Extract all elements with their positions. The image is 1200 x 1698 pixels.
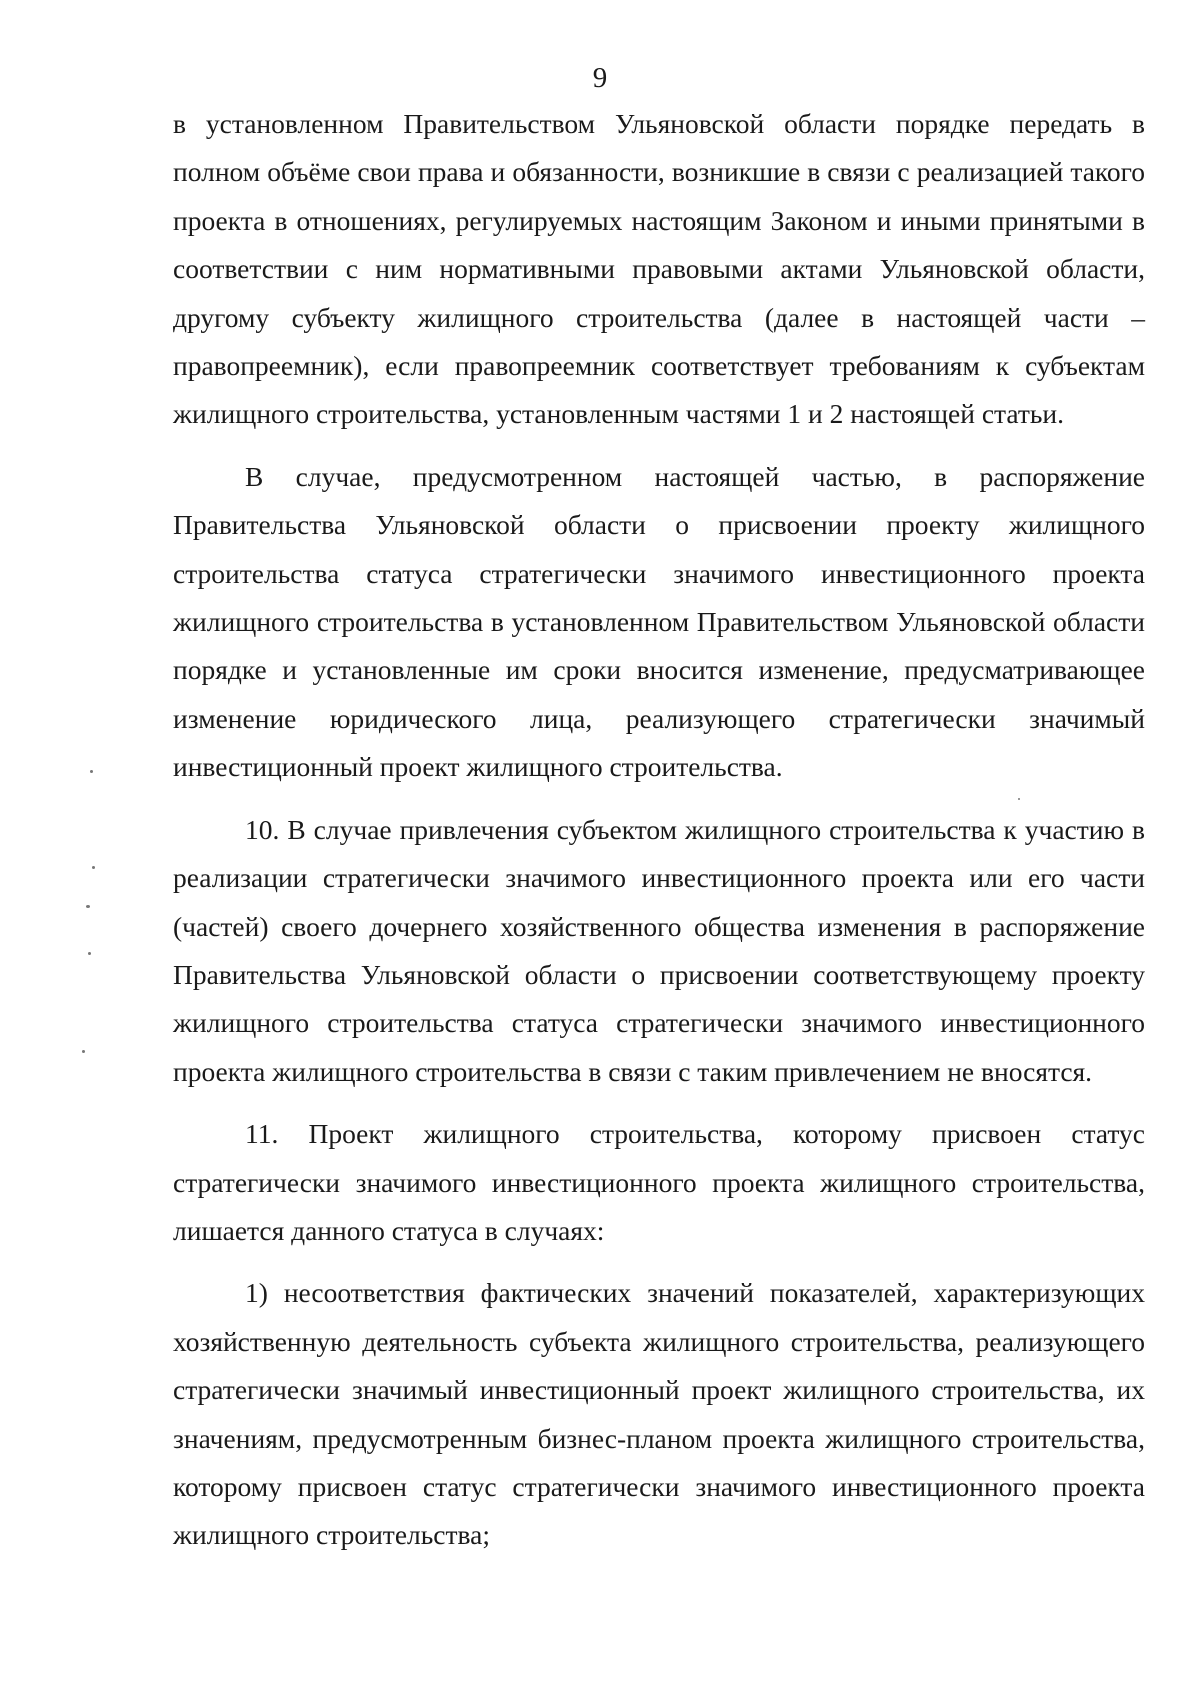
scan-speck [86,905,90,908]
paragraph-part-11: 11. Проект жилищного строительства, которому присвоен статус стратегически значимого инвестиционного проекта жилищного строительства, лишается данного статуса в случаях: [173,1118,1145,1246]
scan-speck [88,952,91,955]
paragraph-case-change: В случае, предусмотренном настоящей частью, в распоряжение Правительства Ульяновской области о присвоении проекту жилищного строительства статуса стратегически значимого инвестиционного проекта жилищного строительства в установленном Правительством Ульяновской области порядке и установленные им сроки вносится изменение, предусматривающее изменение юридического лица, реализующего стратегически значимый инвестиционный проект жилищного строительства. [173,460,1145,783]
scan-speck [90,770,93,773]
scan-speck [1018,798,1020,800]
scan-speck [92,866,95,869]
scan-speck [82,1050,85,1053]
paragraph-part-10: 10. В случае привлечения субъектом жилищного строительства к участию в реализации стратегически значимого инвестиционного проекта или его части (частей) своего дочернего хозяйственного общества изменения в распоряжение Правительства Ульяновской области о присвоении соответствующему проекту жилищного строительства статуса стратегически значимого инвестиционного проекта жилищного строительства в связи с таким привлечением не вносятся. [173,813,1145,1087]
paragraph-item-1: 1) несоответствия фактических значений показателей, характеризующих хозяйственную деятельность субъекта жилищного строительства, реализующего стратегически значимый инвестиционный проект жилищного строительства, их значениям, предусмотренным бизнес-планом проекта жилищного строительства, которому присвоен статус стратегически значимого инвестиционного проекта жилищного строительства; [173,1277,1145,1551]
document-body [173,100,1145,1560]
paragraph-continuation: в установленном Правительством Ульяновской области порядке передать в полном объёме свои права и обязанности, возникшие в связи с реализацией такого проекта в отношениях, регулируемых настоящим Законом и иными принятыми в соответствии с ним нормативными правовыми актами Ульяновской области, другому субъекту жилищного строительства (далее в настоящей части – правопреемник), если правопреемник соответствует требованиям к субъектам жилищного строительства, установленным частями 1 и 2 настоящей статьи. [173,108,1145,430]
page-number: 9 [592,62,608,94]
